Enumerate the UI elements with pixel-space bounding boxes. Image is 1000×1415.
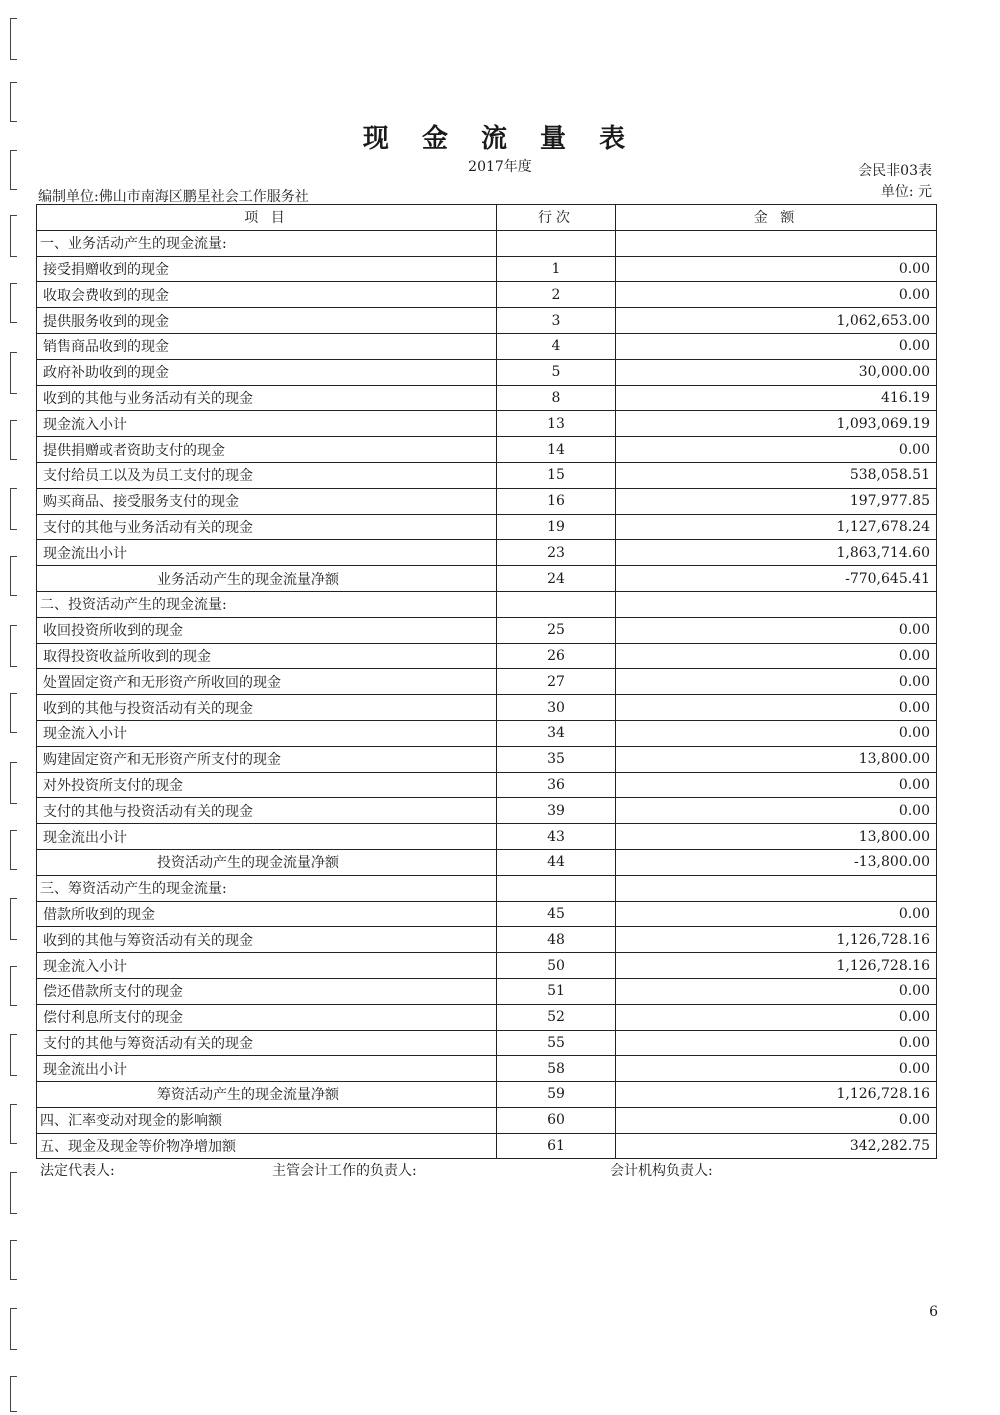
row-line-number: 15: [497, 462, 616, 488]
row-item-label: 投资活动产生的现金流量净额: [37, 849, 497, 875]
row-line-number: 35: [497, 746, 616, 772]
binding-mark: [10, 82, 17, 122]
row-amount: 0.00: [616, 1004, 937, 1030]
row-line-number: 50: [497, 953, 616, 979]
row-item-label: 支付的其他与筹资活动有关的现金: [37, 1030, 497, 1056]
row-amount: 416.19: [616, 385, 937, 411]
row-item-label: 现金流入小计: [37, 953, 497, 979]
row-amount: -13,800.00: [616, 849, 937, 875]
form-number: 会民非03表: [858, 163, 932, 179]
row-item-label: 支付给员工以及为员工支付的现金: [37, 462, 497, 488]
row-line-number: 59: [497, 1082, 616, 1108]
table-row: [37, 437, 937, 463]
row-line-number: 8: [497, 385, 616, 411]
row-amount: 342,282.75: [616, 1133, 937, 1159]
row-line-number: 44: [497, 849, 616, 875]
row-amount: 0.00: [616, 901, 937, 927]
row-line-number: 58: [497, 1056, 616, 1082]
row-item-label: 一、业务活动产生的现金流量:: [37, 230, 497, 256]
row-amount: 1,062,653.00: [616, 308, 937, 334]
table-row: [37, 643, 937, 669]
table-row: [37, 540, 937, 566]
row-amount: 1,126,728.16: [616, 927, 937, 953]
row-item-label: 处置固定资产和无形资产所收回的现金: [37, 669, 497, 695]
binding-mark: [10, 966, 17, 1006]
row-item-label: 现金流入小计: [37, 720, 497, 746]
binding-mark: [10, 830, 17, 870]
row-amount: 197,977.85: [616, 488, 937, 514]
column-header-line: 行次: [497, 205, 616, 231]
binding-mark: [10, 1308, 17, 1350]
table-row: [37, 798, 937, 824]
table-row: [37, 978, 937, 1004]
row-amount: 0.00: [616, 256, 937, 282]
table-header-row: [37, 205, 937, 231]
row-line-number: 24: [497, 566, 616, 592]
row-line-number: 55: [497, 1030, 616, 1056]
row-item-label: 收取会费收到的现金: [37, 282, 497, 308]
row-amount: 1,126,728.16: [616, 1082, 937, 1108]
row-amount: 1,126,728.16: [616, 953, 937, 979]
row-line-number: 34: [497, 720, 616, 746]
row-line-number: 5: [497, 359, 616, 385]
table-row: [37, 772, 937, 798]
row-line-number: 60: [497, 1107, 616, 1133]
table-row: [37, 875, 937, 901]
binding-holes: [0, 0, 30, 1415]
binding-mark: [10, 215, 17, 257]
row-item-label: 提供服务收到的现金: [37, 308, 497, 334]
row-line-number: 14: [497, 437, 616, 463]
table-row: [37, 1030, 937, 1056]
row-amount: 0.00: [616, 720, 937, 746]
column-header-item: 项 目: [37, 205, 497, 231]
row-item-label: 支付的其他与业务活动有关的现金: [37, 514, 497, 540]
binding-mark: [10, 625, 17, 667]
row-amount: 1,863,714.60: [616, 540, 937, 566]
table-row: [37, 1133, 937, 1159]
currency-unit: 单位: 元: [880, 184, 932, 200]
row-amount: 13,800.00: [616, 746, 937, 772]
row-item-label: 三、筹资活动产生的现金流量:: [37, 875, 497, 901]
row-item-label: 借款所收到的现金: [37, 901, 497, 927]
binding-mark: [10, 898, 17, 940]
row-item-label: 收回投资所收到的现金: [37, 617, 497, 643]
table-row: [37, 695, 937, 721]
row-line-number: 26: [497, 643, 616, 669]
binding-mark: [10, 1104, 17, 1144]
row-item-label: 偿还借款所支付的现金: [37, 978, 497, 1004]
row-item-label: 四、汇率变动对现金的影响额: [37, 1107, 497, 1133]
table-row: [37, 1107, 937, 1133]
row-line-number: 51: [497, 978, 616, 1004]
row-line-number: 39: [497, 798, 616, 824]
row-line-number: [497, 230, 616, 256]
table-row: [37, 230, 937, 256]
row-amount: 1,093,069.19: [616, 411, 937, 437]
row-item-label: 偿付利息所支付的现金: [37, 1004, 497, 1030]
cash-flow-table: [36, 204, 937, 1159]
table-row: [37, 720, 937, 746]
row-item-label: 业务活动产生的现金流量净额: [37, 566, 497, 592]
row-item-label: 销售商品收到的现金: [37, 333, 497, 359]
table-row: [37, 385, 937, 411]
row-item-label: 对外投资所支付的现金: [37, 772, 497, 798]
row-line-number: 4: [497, 333, 616, 359]
row-item-label: 现金流出小计: [37, 540, 497, 566]
row-amount: 13,800.00: [616, 824, 937, 850]
row-amount: 0.00: [616, 978, 937, 1004]
table-row: [37, 411, 937, 437]
row-line-number: 23: [497, 540, 616, 566]
row-amount: 0.00: [616, 643, 937, 669]
report-year: 2017年度: [468, 159, 532, 175]
binding-mark: [10, 1376, 17, 1412]
binding-mark: [10, 283, 17, 323]
row-line-number: 45: [497, 901, 616, 927]
row-line-number: 3: [497, 308, 616, 334]
row-amount: 0.00: [616, 1030, 937, 1056]
row-amount: [616, 230, 937, 256]
row-amount: 0.00: [616, 695, 937, 721]
row-item-label: 接受捐赠收到的现金: [37, 256, 497, 282]
table-row: [37, 514, 937, 540]
table-row: [37, 849, 937, 875]
binding-mark: [10, 1240, 17, 1280]
binding-mark: [10, 1034, 17, 1076]
row-item-label: 政府补助收到的现金: [37, 359, 497, 385]
row-item-label: 取得投资收益所收到的现金: [37, 643, 497, 669]
row-item-label: 现金流出小计: [37, 1056, 497, 1082]
row-line-number: 13: [497, 411, 616, 437]
row-amount: -770,645.41: [616, 566, 937, 592]
row-line-number: 43: [497, 824, 616, 850]
table-row: [37, 488, 937, 514]
binding-mark: [10, 762, 17, 804]
row-item-label: 提供捐赠或者资助支付的现金: [37, 437, 497, 463]
table-row: [37, 927, 937, 953]
binding-mark: [10, 420, 17, 460]
row-line-number: 30: [497, 695, 616, 721]
table-row: [37, 901, 937, 927]
table-row: [37, 617, 937, 643]
legal-representative-label: 法定代表人:: [40, 1163, 115, 1179]
table-row: [37, 1004, 937, 1030]
table-row: [37, 1082, 937, 1108]
table-row: [37, 359, 937, 385]
accounting-department-head-label: 会计机构负责人:: [610, 1163, 713, 1179]
row-item-label: 筹资活动产生的现金流量净额: [37, 1082, 497, 1108]
row-amount: 30,000.00: [616, 359, 937, 385]
table-row: [37, 669, 937, 695]
report-title: 现 金 流 量 表: [362, 124, 638, 154]
row-line-number: [497, 875, 616, 901]
row-line-number: 61: [497, 1133, 616, 1159]
table-row: [37, 591, 937, 617]
row-line-number: 48: [497, 927, 616, 953]
row-item-label: 收到的其他与投资活动有关的现金: [37, 695, 497, 721]
row-line-number: 16: [497, 488, 616, 514]
row-line-number: [497, 591, 616, 617]
row-amount: 0.00: [616, 1107, 937, 1133]
binding-mark: [10, 488, 17, 530]
row-amount: 0.00: [616, 1056, 937, 1082]
row-amount: 0.00: [616, 772, 937, 798]
row-item-label: 现金流入小计: [37, 411, 497, 437]
accounting-supervisor-label: 主管会计工作的负责人:: [272, 1163, 417, 1179]
column-header-amount: 金 额: [616, 205, 937, 231]
table-row: [37, 566, 937, 592]
row-item-label: 购建固定资产和无形资产所支付的现金: [37, 746, 497, 772]
row-amount: 0.00: [616, 617, 937, 643]
row-line-number: 2: [497, 282, 616, 308]
table-row: [37, 1056, 937, 1082]
row-amount: 0.00: [616, 669, 937, 695]
row-amount: [616, 591, 937, 617]
table-row: [37, 333, 937, 359]
row-item-label: 购买商品、接受服务支付的现金: [37, 488, 497, 514]
table-row: [37, 824, 937, 850]
row-line-number: 36: [497, 772, 616, 798]
binding-mark: [10, 693, 17, 733]
table-row: [37, 746, 937, 772]
row-item-label: 二、投资活动产生的现金流量:: [37, 591, 497, 617]
table-row: [37, 282, 937, 308]
row-line-number: 25: [497, 617, 616, 643]
table-row: [37, 308, 937, 334]
row-item-label: 收到的其他与业务活动有关的现金: [37, 385, 497, 411]
binding-mark: [10, 1172, 17, 1214]
row-amount: [616, 875, 937, 901]
row-line-number: 1: [497, 256, 616, 282]
table-row: [37, 462, 937, 488]
row-item-label: 支付的其他与投资活动有关的现金: [37, 798, 497, 824]
row-line-number: 19: [497, 514, 616, 540]
preparing-organization: 编制单位:佛山市南海区鹏星社会工作服务社: [38, 189, 309, 205]
row-line-number: 27: [497, 669, 616, 695]
row-amount: 1,127,678.24: [616, 514, 937, 540]
row-item-label: 五、现金及现金等价物净增加额: [37, 1133, 497, 1159]
row-amount: 0.00: [616, 437, 937, 463]
row-item-label: 现金流出小计: [37, 824, 497, 850]
binding-mark: [10, 352, 17, 394]
table-row: [37, 256, 937, 282]
row-amount: 538,058.51: [616, 462, 937, 488]
row-amount: 0.00: [616, 282, 937, 308]
row-amount: 0.00: [616, 333, 937, 359]
binding-mark: [10, 18, 17, 60]
row-item-label: 收到的其他与筹资活动有关的现金: [37, 927, 497, 953]
row-line-number: 52: [497, 1004, 616, 1030]
table-row: [37, 953, 937, 979]
page-number: 6: [929, 1304, 938, 1320]
binding-mark: [10, 556, 17, 596]
row-amount: 0.00: [616, 798, 937, 824]
